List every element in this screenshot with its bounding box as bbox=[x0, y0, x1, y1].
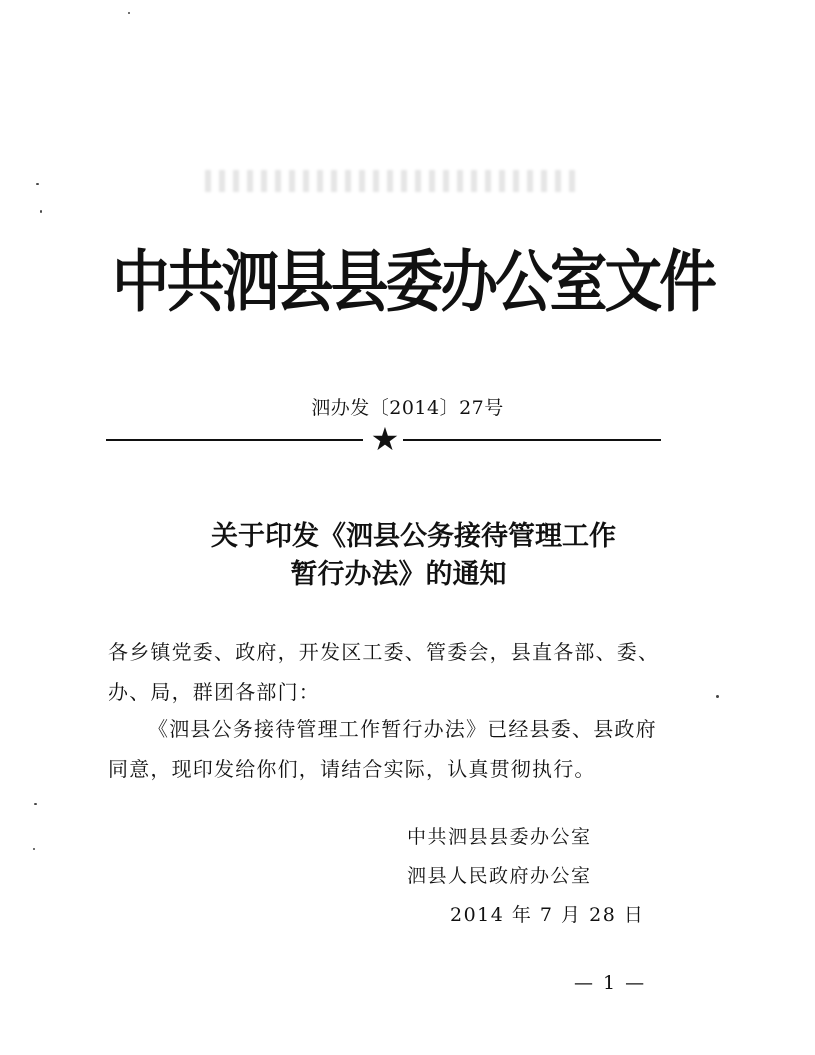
scan-speck bbox=[716, 695, 719, 698]
issuer-name-2: 泗县人民政府办公室 bbox=[407, 865, 592, 887]
addressee-text: 各乡镇党委、政府，开发区工委、管委会，县直各部、委、办、局，群团各部门： bbox=[108, 640, 660, 704]
document-header-title: 中共泗县县委办公室文件 bbox=[112, 243, 714, 322]
notice-title-line-2: 暂行办法》的通知 bbox=[290, 559, 507, 590]
scan-speck bbox=[33, 848, 35, 850]
notice-title-line-1: 关于印发《泗县公务接待管理工作 bbox=[211, 521, 616, 552]
scan-speck bbox=[40, 210, 42, 213]
separator-line-left bbox=[106, 439, 363, 441]
notice-title bbox=[0, 518, 815, 594]
issue-date: 2014 年 7 月 28 日 bbox=[450, 904, 645, 926]
scan-speck bbox=[34, 803, 37, 805]
document-number: 泗办发〔2014〕27号 bbox=[311, 397, 504, 419]
body-paragraph: 《泗县公务接待管理工作暂行办法》已经县委、县政府同意，现印发给你们，请结合实际，认真贯彻执行。 bbox=[108, 717, 657, 781]
star-icon: ★ bbox=[370, 420, 400, 458]
separator-line-right bbox=[403, 439, 661, 441]
red-header-separator bbox=[106, 420, 661, 458]
scan-speck bbox=[36, 183, 39, 185]
scan-bleed-through bbox=[205, 170, 575, 192]
page-number: — 1 — bbox=[574, 972, 647, 994]
scan-speck bbox=[128, 12, 130, 14]
issuer-name-1: 中共泗县县委办公室 bbox=[407, 826, 592, 848]
